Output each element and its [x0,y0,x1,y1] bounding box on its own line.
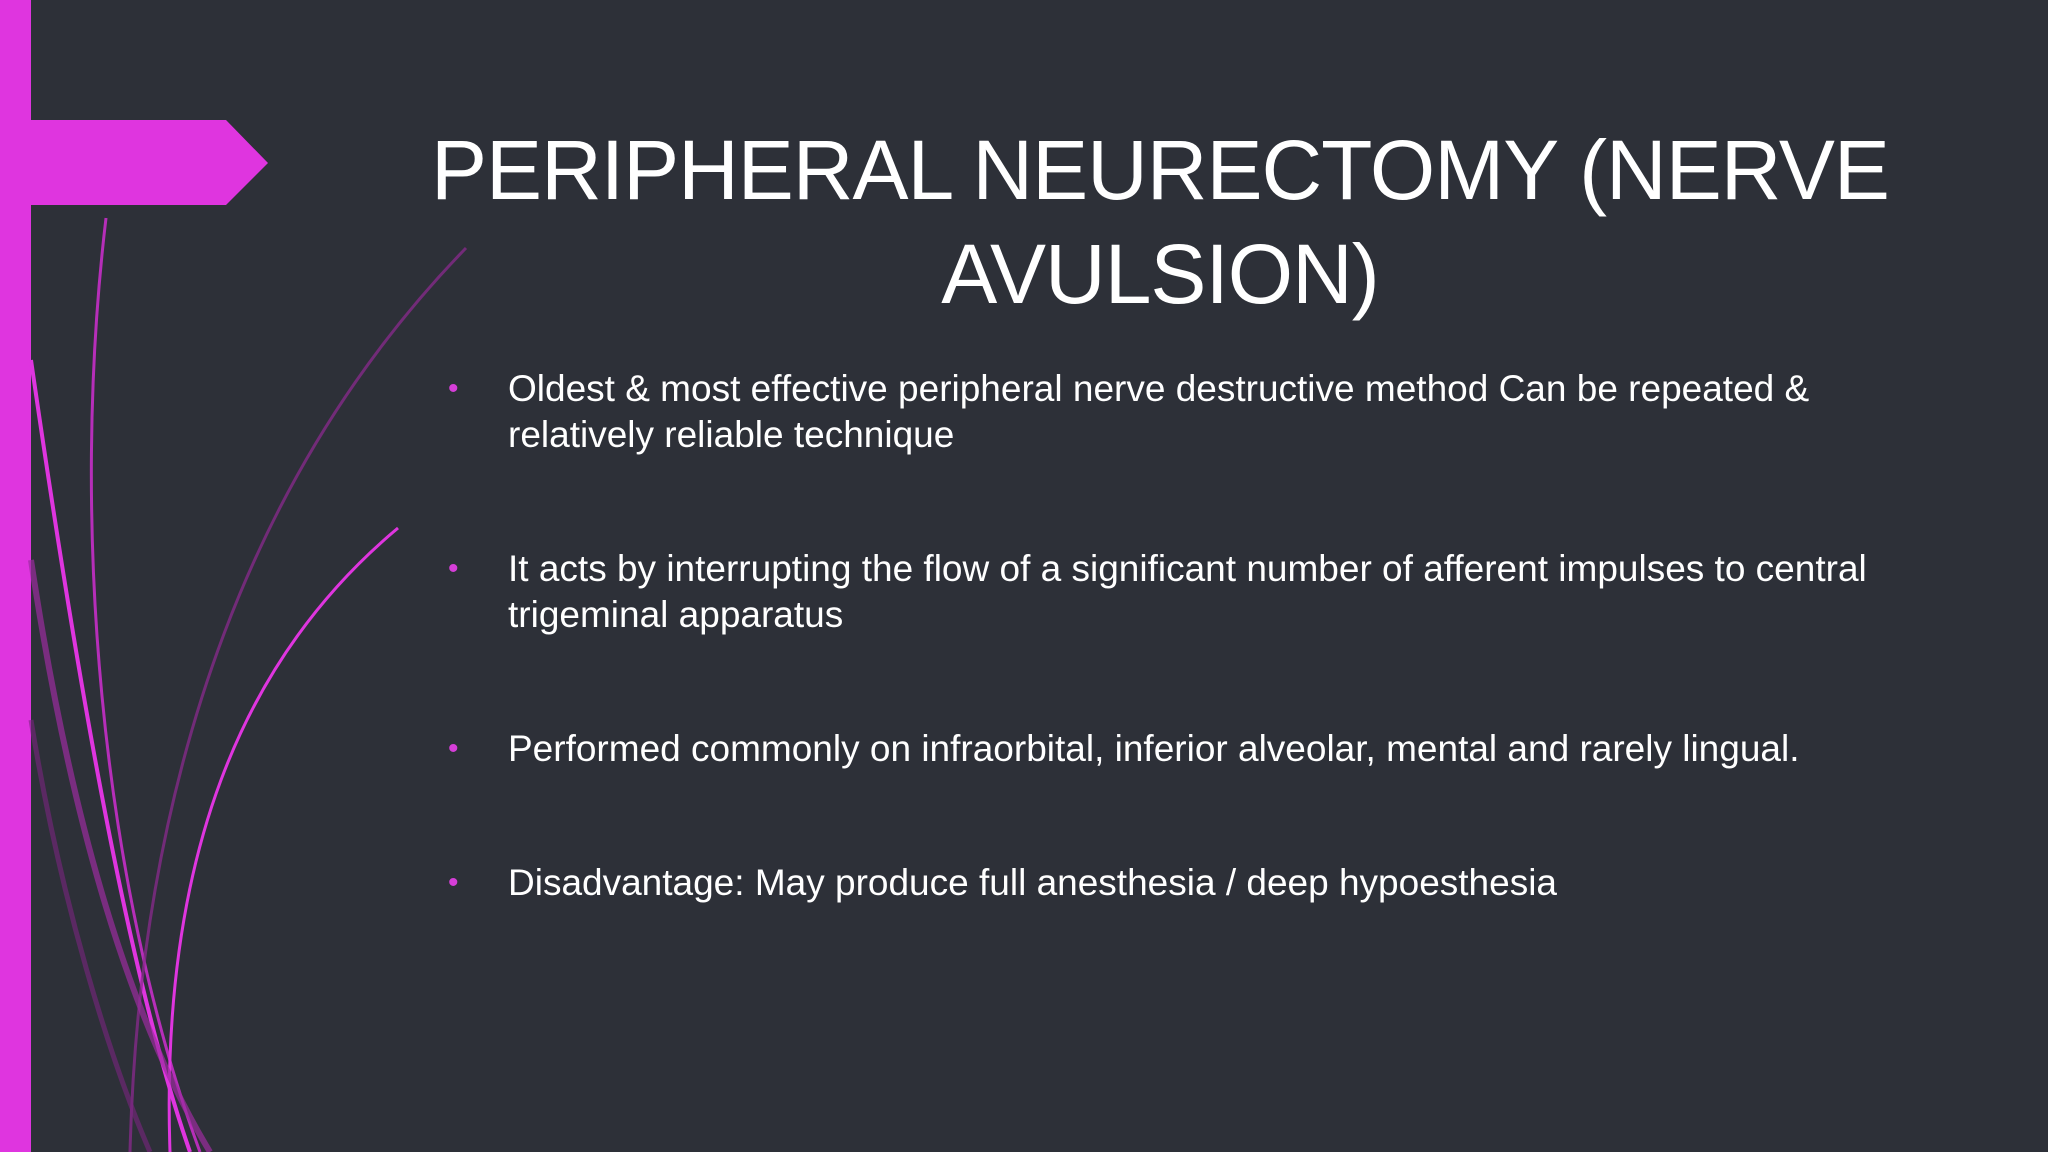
swoosh-curve [31,360,190,1152]
slide-title: PERIPHERAL NEURECTOMY (NERVE AVULSION) [431,123,1889,321]
swoosh-curve [130,248,466,1152]
bullet-item [448,546,1888,638]
accent-arrow-banner [0,120,268,205]
bullet-text: Oldest & most effective peripheral nerve destructive method Can be repeated & relatively reliable technique [508,368,1810,455]
bullet-dot-icon: • [448,732,459,765]
bullet-item [448,726,1888,772]
bullet-text: It acts by interrupting the flow of a significant number of afferent impulses to central trigeminal apparatus [508,548,1867,635]
bullet-dot-icon: • [448,866,459,899]
bullet-text: Performed commonly on infraorbital, inferior alveolar, mental and rarely lingual. [508,728,1800,769]
bullet-dot-icon: • [448,552,459,585]
bullet-item [448,366,1888,458]
bullet-list [448,366,1888,906]
bullet-dot-icon: • [448,372,459,405]
swoosh-curve [91,218,200,1152]
bullet-text: Disadvantage: May produce full anesthesia / deep hypoesthesia [508,862,1558,903]
bullet-item [448,860,1888,906]
swoosh-curve [169,528,398,1152]
